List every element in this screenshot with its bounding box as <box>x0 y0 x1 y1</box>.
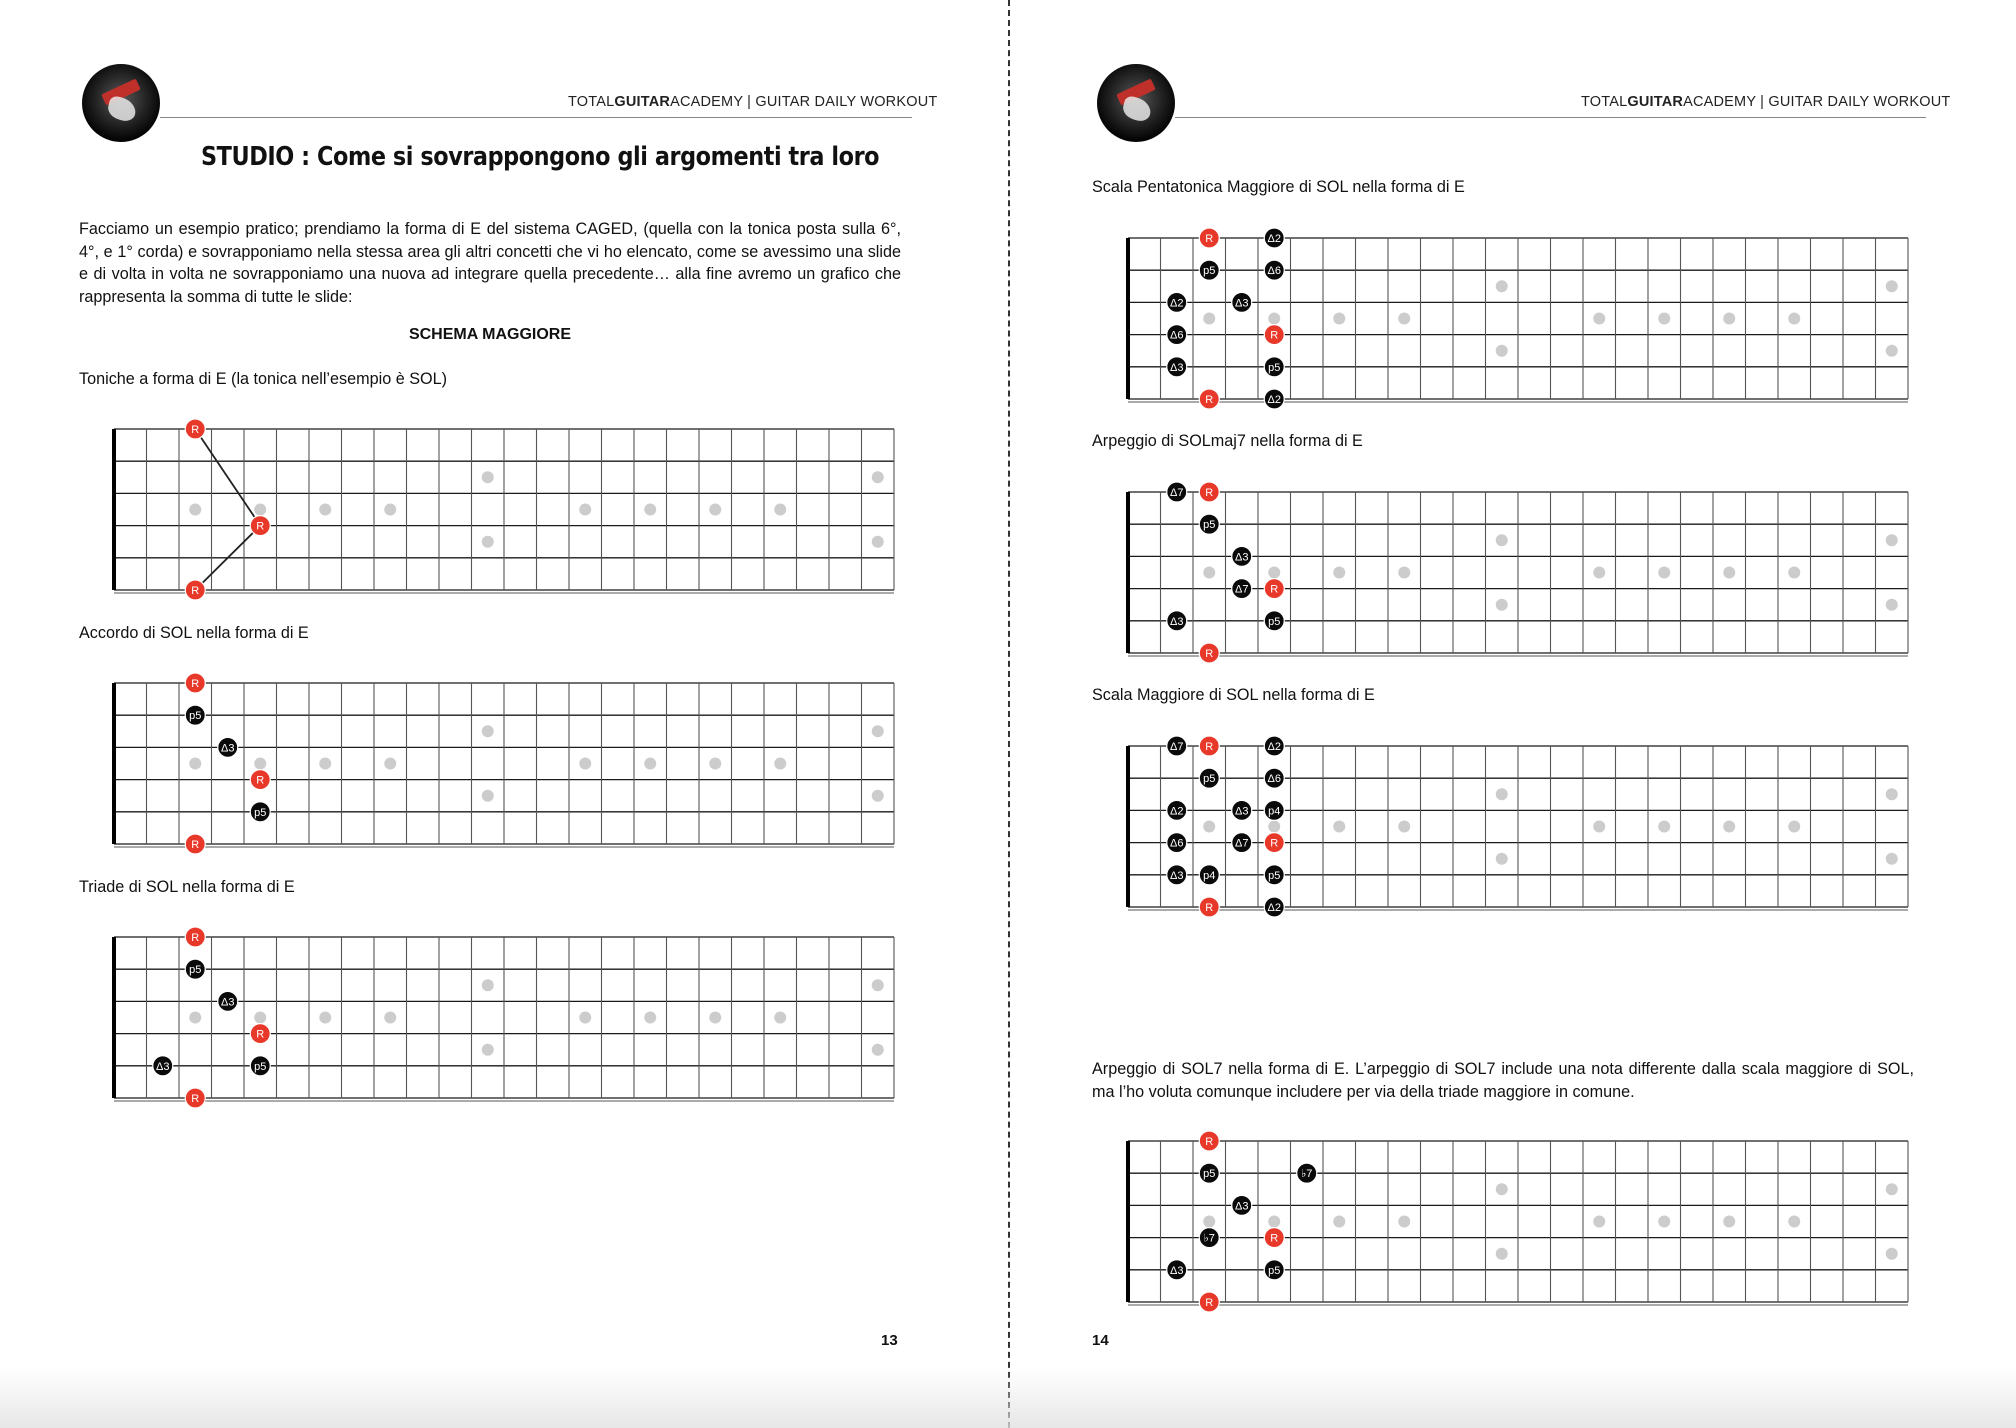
note-label: p4 <box>1268 805 1281 818</box>
root-note-marker <box>1264 579 1284 599</box>
header-rule <box>160 117 912 118</box>
root-note-marker <box>185 834 205 854</box>
root-note-marker <box>1199 1292 1219 1312</box>
fretboard-diagram <box>1010 221 2016 413</box>
inlay-dot <box>1658 313 1670 325</box>
inlay-dot <box>1333 567 1345 579</box>
diagram-caption: Scala Maggiore di SOL nella forma di E <box>1092 686 1375 704</box>
interval-note-marker <box>1232 800 1252 820</box>
brand-pre: TOTAL <box>568 94 615 110</box>
root-note-marker <box>185 1088 205 1108</box>
inlay-dot <box>384 504 396 516</box>
inlay-dot <box>384 1012 396 1024</box>
inlay-dot <box>319 504 331 516</box>
inlay-dot <box>644 504 656 516</box>
inlay-dot <box>1496 280 1508 292</box>
note-label: Δ6 <box>1170 329 1184 342</box>
inlay-dot <box>1788 313 1800 325</box>
inlay-dot <box>1593 567 1605 579</box>
brand-separator: | <box>742 94 756 110</box>
inlay-dot <box>709 1012 721 1024</box>
note-label: R <box>1270 1232 1279 1245</box>
interval-note-marker <box>1264 611 1284 631</box>
inlay-dot <box>482 790 494 802</box>
inlay-dot <box>1333 1216 1345 1228</box>
note-label: R <box>1205 1297 1214 1309</box>
note-label: p5 <box>254 806 267 819</box>
note-label: R <box>256 1028 265 1041</box>
note-label: Δ7 <box>1235 583 1249 596</box>
interval-note-marker <box>1264 768 1284 788</box>
note-label: p5 <box>189 710 202 723</box>
interval-note-marker <box>1167 1260 1187 1280</box>
interval-note-marker <box>1167 357 1187 377</box>
inlay-dot <box>1496 599 1508 611</box>
note-label: p5 <box>1203 265 1216 278</box>
inlay-dot <box>1788 821 1800 833</box>
inlay-dot <box>774 758 786 770</box>
note-label: Δ2 <box>1170 297 1184 310</box>
root-note-marker <box>250 770 270 790</box>
root-note-marker <box>1199 897 1219 917</box>
brand-bold: GUITAR <box>614 94 671 110</box>
inlay-dot <box>1886 1248 1898 1260</box>
note-label: p5 <box>1203 519 1216 532</box>
note-label: p5 <box>1268 615 1281 628</box>
inlay-dot <box>1398 1216 1410 1228</box>
header-rule <box>1175 117 1926 118</box>
interval-note-marker <box>1264 736 1284 756</box>
inlay-dot <box>189 758 201 770</box>
interval-note-marker <box>218 991 238 1011</box>
inlay-dot <box>1593 313 1605 325</box>
diagram-caption: Arpeggio di SOLmaj7 nella forma di E <box>1092 432 1363 450</box>
note-label: ♭7 <box>1301 1168 1313 1181</box>
note-label: Δ3 <box>221 742 235 755</box>
inlay-dot <box>1496 534 1508 546</box>
note-label: p5 <box>1203 773 1216 786</box>
note-label: Δ2 <box>1267 741 1281 753</box>
inlay-dot <box>709 504 721 516</box>
inlay-dot <box>254 758 266 770</box>
note-label: Δ3 <box>1235 805 1249 818</box>
note-label: R <box>1205 487 1214 499</box>
brand-post: ACADEMY <box>670 94 743 110</box>
inlay-dot <box>254 504 266 516</box>
note-label: Δ7 <box>1170 741 1184 753</box>
inlay-dot <box>1723 821 1735 833</box>
root-note-marker <box>1199 389 1219 409</box>
inlay-dot <box>579 504 591 516</box>
note-label: R <box>191 932 200 944</box>
inlay-dot <box>1658 821 1670 833</box>
inlay-dot <box>1496 1248 1508 1260</box>
note-label: R <box>191 678 200 690</box>
note-label: ♭7 <box>1203 1232 1215 1245</box>
right-page <box>1010 0 2016 1428</box>
inlay-dot <box>319 1012 331 1024</box>
inlay-dot <box>644 1012 656 1024</box>
fretboard-diagram <box>0 920 1007 1112</box>
root-note-marker <box>250 516 270 536</box>
root-note-marker <box>1264 325 1284 345</box>
fretboard-diagram <box>0 666 1007 858</box>
inlay-dot <box>1886 280 1898 292</box>
note-label: Δ2 <box>1170 805 1184 818</box>
note-label: Δ6 <box>1170 837 1184 850</box>
interval-note-marker <box>218 737 238 757</box>
brand-bold: GUITAR <box>1627 94 1684 110</box>
fretboard-diagram <box>1010 475 2016 667</box>
note-label: Δ3 <box>1235 297 1249 310</box>
root-note-marker <box>185 419 205 439</box>
inlay-dot <box>1333 313 1345 325</box>
root-note-marker <box>185 580 205 600</box>
note-label: p5 <box>1268 1264 1281 1277</box>
interval-note-marker <box>1167 865 1187 885</box>
interval-note-marker <box>1297 1163 1317 1183</box>
note-label: Δ6 <box>1267 773 1281 786</box>
shape-connector-line <box>195 429 260 526</box>
note-label: R <box>1205 902 1214 914</box>
series-name: GUITAR DAILY WORKOUT <box>1768 94 1951 110</box>
note-label: Δ3 <box>1170 361 1184 374</box>
note-label: p5 <box>1203 1168 1216 1181</box>
note-label: Δ3 <box>221 996 235 1009</box>
inlay-dot <box>482 536 494 548</box>
note-label: p5 <box>189 964 202 977</box>
inlay-dot <box>1333 821 1345 833</box>
inlay-dot <box>1398 313 1410 325</box>
note-label: Δ7 <box>1235 837 1249 850</box>
note-label: R <box>1205 741 1214 753</box>
note-label: R <box>256 774 265 787</box>
interval-note-marker <box>1264 389 1284 409</box>
diagram-caption: Arpeggio di SOL7 nella forma di E. L’arpeggio di SOL7 include una nota differente dalla scala maggiore di SOL, ma l’ho voluta comunque includere per via della triade maggiore in comune. <box>1092 1060 1914 1101</box>
note-label: R <box>191 1093 200 1105</box>
interval-note-marker <box>1264 1260 1284 1280</box>
interval-note-marker <box>1167 482 1187 502</box>
fretboard-diagram <box>1010 729 2016 921</box>
note-label: Δ2 <box>1267 394 1281 406</box>
note-label: R <box>1205 394 1214 406</box>
inlay-dot <box>1658 1216 1670 1228</box>
interval-note-marker <box>1232 579 1252 599</box>
inlay-dot <box>872 1044 884 1056</box>
inlay-dot <box>872 471 884 483</box>
inlay-dot <box>1268 1216 1280 1228</box>
interval-note-marker <box>1199 768 1219 788</box>
inlay-dot <box>1593 821 1605 833</box>
inlay-dot <box>579 1012 591 1024</box>
inlay-dot <box>189 504 201 516</box>
root-note-marker <box>250 1024 270 1044</box>
note-label: p5 <box>254 1060 267 1073</box>
note-label: Δ2 <box>1267 233 1281 245</box>
note-label: R <box>191 424 200 436</box>
interval-note-marker <box>1167 800 1187 820</box>
interval-note-marker <box>1167 292 1187 312</box>
note-label: Δ3 <box>1170 1264 1184 1277</box>
note-label: Δ3 <box>1235 1200 1249 1213</box>
note-label: R <box>1205 648 1214 660</box>
inlay-dot <box>1788 567 1800 579</box>
inlay-dot <box>1496 345 1508 357</box>
inlay-dot <box>384 758 396 770</box>
interval-note-marker <box>1232 546 1252 566</box>
running-header <box>568 94 937 110</box>
fretboard-diagram <box>1010 1124 2016 1316</box>
brand-post: ACADEMY <box>1683 94 1756 110</box>
interval-note-marker <box>185 705 205 725</box>
note-label: Δ3 <box>1235 551 1249 564</box>
inlay-dot <box>1203 1216 1215 1228</box>
inlay-dot <box>1886 788 1898 800</box>
fretboard-diagram <box>0 412 1007 604</box>
note-label: Δ3 <box>1170 869 1184 882</box>
interval-note-marker <box>1167 833 1187 853</box>
interval-note-marker <box>250 802 270 822</box>
interval-note-marker <box>1199 260 1219 280</box>
inlay-dot <box>482 979 494 991</box>
note-label: Δ2 <box>1267 902 1281 914</box>
note-label: Δ3 <box>156 1060 170 1073</box>
inlay-dot <box>579 758 591 770</box>
inlay-dot <box>1496 788 1508 800</box>
root-note-marker <box>1199 228 1219 248</box>
inlay-dot <box>1723 567 1735 579</box>
brand-pre: TOTAL <box>1581 94 1628 110</box>
inlay-dot <box>1398 821 1410 833</box>
inlay-dot <box>1723 313 1735 325</box>
diagram-caption: Accordo di SOL nella forma di E <box>79 624 309 642</box>
root-note-marker <box>1264 833 1284 853</box>
inlay-dot <box>774 504 786 516</box>
interval-note-marker <box>1167 611 1187 631</box>
inlay-dot <box>482 725 494 737</box>
interval-note-marker <box>1232 833 1252 853</box>
root-note-marker <box>1264 1228 1284 1248</box>
inlay-dot <box>1268 313 1280 325</box>
page-title: STUDIO : Come si sovrappongono gli argomenti tra loro <box>201 142 880 172</box>
interval-note-marker <box>1264 897 1284 917</box>
note-label: R <box>191 839 200 851</box>
interval-note-marker <box>1264 357 1284 377</box>
inlay-dot <box>1496 1183 1508 1195</box>
diagram-caption: Triade di SOL nella forma di E <box>79 878 295 896</box>
root-note-marker <box>185 927 205 947</box>
inlay-dot <box>319 758 331 770</box>
note-label: Δ7 <box>1170 487 1184 499</box>
inlay-dot <box>1203 821 1215 833</box>
root-note-marker <box>185 673 205 693</box>
inlay-dot <box>1268 567 1280 579</box>
inlay-dot <box>709 758 721 770</box>
note-label: R <box>191 585 200 597</box>
diagram-caption: Scala Pentatonica Maggiore di SOL nella forma di E <box>1092 178 1465 196</box>
inlay-dot <box>1398 567 1410 579</box>
root-note-marker <box>1199 1131 1219 1151</box>
inlay-dot <box>872 979 884 991</box>
brand-separator: | <box>1755 94 1769 110</box>
section-heading: SCHEMA MAGGIORE <box>408 326 572 343</box>
inlay-dot <box>1886 599 1898 611</box>
note-label: R <box>1270 583 1279 596</box>
diagram-caption: Toniche a forma di E (la tonica nell’esempio è SOL) <box>79 370 447 388</box>
note-label: R <box>256 520 265 533</box>
interval-note-marker <box>1199 865 1219 885</box>
running-header <box>1581 94 1950 110</box>
root-note-marker <box>1199 482 1219 502</box>
interval-note-marker <box>1199 1228 1219 1248</box>
note-label: R <box>1205 233 1214 245</box>
inlay-dot <box>872 790 884 802</box>
inlay-dot <box>1886 1183 1898 1195</box>
note-label: R <box>1270 329 1279 342</box>
interval-note-marker <box>250 1056 270 1076</box>
inlay-dot <box>872 725 884 737</box>
interval-note-marker <box>1264 865 1284 885</box>
note-label: p4 <box>1203 869 1216 882</box>
inlay-dot <box>1723 1216 1735 1228</box>
viewer-bottom-shade <box>0 1368 2016 1428</box>
inlay-dot <box>254 1012 266 1024</box>
inlay-dot <box>189 1012 201 1024</box>
inlay-dot <box>1496 853 1508 865</box>
inlay-dot <box>644 758 656 770</box>
root-note-marker <box>1199 643 1219 663</box>
interval-note-marker <box>1167 736 1187 756</box>
inlay-dot <box>482 471 494 483</box>
note-label: R <box>1270 837 1279 850</box>
page-number: 13 <box>881 1332 898 1349</box>
interval-note-marker <box>1167 325 1187 345</box>
academy-logo <box>82 64 160 142</box>
note-label: R <box>1205 1136 1214 1148</box>
inlay-dot <box>1886 534 1898 546</box>
note-label: Δ3 <box>1170 615 1184 628</box>
inlay-dot <box>1203 313 1215 325</box>
inlay-dot <box>1788 1216 1800 1228</box>
interval-note-marker <box>1199 514 1219 534</box>
intro-paragraph: Facciamo un esempio pratico; prendiamo la forma di E del sistema CAGED, (quella con la tonica posta sulla 6°, 4°, e 1° corda) e sovrapponiamo nella stessa area gli altri concetti che vi ho elencato, come se avessimo una slide e di volta in volta ne sovrapponiamo una nuova ad integrare quella precedente… alla fine avremo un grafico che rappresenta la somma di tutte le slide: <box>79 220 901 307</box>
inlay-dot <box>1886 345 1898 357</box>
series-name: GUITAR DAILY WORKOUT <box>755 94 938 110</box>
interval-note-marker <box>1232 292 1252 312</box>
inlay-dot <box>1268 821 1280 833</box>
interval-note-marker <box>185 959 205 979</box>
interval-note-marker <box>1264 260 1284 280</box>
interval-note-marker <box>1232 1195 1252 1215</box>
root-note-marker <box>1199 736 1219 756</box>
note-label: p5 <box>1268 869 1281 882</box>
inlay-dot <box>482 1044 494 1056</box>
interval-note-marker <box>153 1056 173 1076</box>
inlay-dot <box>1593 1216 1605 1228</box>
academy-logo <box>1097 64 1175 142</box>
inlay-dot <box>774 1012 786 1024</box>
interval-note-marker <box>1264 800 1284 820</box>
inlay-dot <box>1886 853 1898 865</box>
inlay-dot <box>872 536 884 548</box>
interval-note-marker <box>1199 1163 1219 1183</box>
note-label: Δ6 <box>1267 265 1281 278</box>
inlay-dot <box>1658 567 1670 579</box>
note-label: p5 <box>1268 361 1281 374</box>
inlay-dot <box>1203 567 1215 579</box>
page-number: 14 <box>1092 1332 1109 1349</box>
left-page <box>0 0 1007 1428</box>
interval-note-marker <box>1264 228 1284 248</box>
